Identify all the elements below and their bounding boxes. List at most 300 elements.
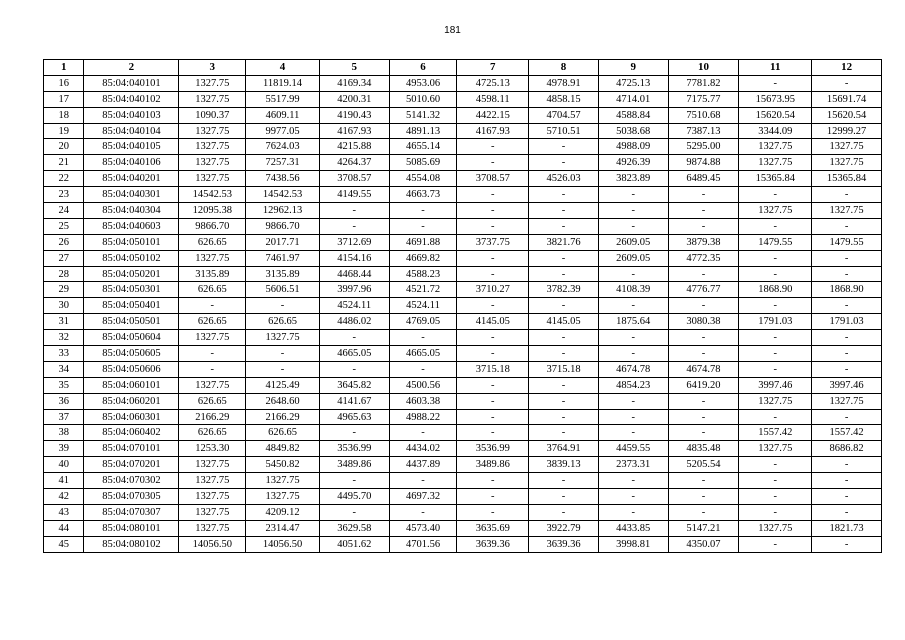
table-cell: 4674.78 (598, 361, 668, 377)
table-row (44, 393, 882, 409)
table-cell: - (739, 489, 812, 505)
table-cell: 4835.48 (668, 441, 739, 457)
table-cell: 4141.67 (319, 393, 389, 409)
table-cell: 4854.23 (598, 377, 668, 393)
table-cell: 4264.37 (319, 155, 389, 171)
table-cell: 29 (44, 282, 84, 298)
table-cell: 3737.75 (457, 234, 529, 250)
table-cell: 3997.96 (319, 282, 389, 298)
table-row (44, 187, 882, 203)
table-cell: 85:04:070302 (84, 473, 179, 489)
table-row (44, 203, 882, 219)
table-cell: - (529, 425, 599, 441)
column-header-6: 6 (389, 60, 457, 76)
table-cell: 4200.31 (319, 91, 389, 107)
table-cell: - (598, 187, 668, 203)
table-cell: 3708.57 (319, 171, 389, 187)
table-cell: 4169.34 (319, 75, 389, 91)
table-cell: 4674.78 (668, 361, 739, 377)
table-cell: 4588.84 (598, 107, 668, 123)
table-cell: 4433.85 (598, 520, 668, 536)
table-cell: 3715.18 (529, 361, 599, 377)
table-cell: 4145.05 (457, 314, 529, 330)
table-row (44, 330, 882, 346)
table-row (44, 425, 882, 441)
table-cell: 85:04:040105 (84, 139, 179, 155)
table-cell: 12962.13 (246, 203, 320, 219)
table-cell: 85:04:040106 (84, 155, 179, 171)
table-cell: 5085.69 (389, 155, 457, 171)
table-cell: 32 (44, 330, 84, 346)
table-cell: 11819.14 (246, 75, 320, 91)
table-cell: - (529, 218, 599, 234)
table-cell: 85:04:040101 (84, 75, 179, 91)
table-cell: 7781.82 (668, 75, 739, 91)
table-cell: - (668, 298, 739, 314)
table-cell: 9977.05 (246, 123, 320, 139)
table-cell: - (529, 377, 599, 393)
table-cell: - (739, 266, 812, 282)
table-cell: - (319, 425, 389, 441)
table-cell: - (179, 346, 246, 362)
table-cell: 40 (44, 457, 84, 473)
table-cell: - (739, 218, 812, 234)
table-cell: - (457, 377, 529, 393)
table-cell: 4167.93 (319, 123, 389, 139)
table-cell: - (246, 361, 320, 377)
table-cell: - (457, 473, 529, 489)
table-cell: - (812, 457, 882, 473)
table-cell: - (668, 203, 739, 219)
table-cell: - (812, 536, 882, 552)
table-cell: - (739, 346, 812, 362)
table-cell: - (598, 218, 668, 234)
table-cell: 85:04:040201 (84, 171, 179, 187)
table-cell: 5517.99 (246, 91, 320, 107)
table-cell: - (179, 298, 246, 314)
table-cell: 4725.13 (598, 75, 668, 91)
table-cell: - (319, 218, 389, 234)
table-cell: 85:04:040603 (84, 218, 179, 234)
table-cell: 85:04:040301 (84, 187, 179, 203)
table-cell: 3710.27 (457, 282, 529, 298)
table-cell: 15620.54 (812, 107, 882, 123)
table-cell: - (739, 473, 812, 489)
column-header-9: 9 (598, 60, 668, 76)
table-cell: - (529, 489, 599, 505)
table-cell: 7387.13 (668, 123, 739, 139)
table-cell: - (319, 330, 389, 346)
table-cell: 36 (44, 393, 84, 409)
table-cell: 7624.03 (246, 139, 320, 155)
table-cell: 3839.13 (529, 457, 599, 473)
table-cell: 4988.09 (598, 139, 668, 155)
table-cell: 626.65 (179, 393, 246, 409)
table-cell: 14056.50 (246, 536, 320, 552)
table-cell: 33 (44, 346, 84, 362)
table-cell: - (529, 393, 599, 409)
table-cell: 4891.13 (389, 123, 457, 139)
table-cell: 85:04:060201 (84, 393, 179, 409)
table-cell: - (457, 409, 529, 425)
table-cell: - (319, 361, 389, 377)
table-cell: 1327.75 (179, 123, 246, 139)
table-cell: 1327.75 (179, 171, 246, 187)
table-cell: 1479.55 (812, 234, 882, 250)
page-number: 181 (444, 25, 461, 36)
table-cell: 1327.75 (246, 330, 320, 346)
table-cell: - (812, 298, 882, 314)
table-cell: 626.65 (246, 425, 320, 441)
table-cell: 14056.50 (179, 536, 246, 552)
table-cell: 7510.68 (668, 107, 739, 123)
table-cell: 3489.86 (457, 457, 529, 473)
table-cell: 4849.82 (246, 441, 320, 457)
table-cell: 15691.74 (812, 91, 882, 107)
table-cell: 1557.42 (812, 425, 882, 441)
table-cell: 4701.56 (389, 536, 457, 552)
table-cell: 4714.01 (598, 91, 668, 107)
table-row (44, 409, 882, 425)
table-cell: - (457, 155, 529, 171)
table-cell: 20 (44, 139, 84, 155)
table-cell: 4350.07 (668, 536, 739, 552)
table-cell: 626.65 (179, 282, 246, 298)
table-cell: 9874.88 (668, 155, 739, 171)
table-cell: 4524.11 (389, 298, 457, 314)
table-cell: 3823.89 (598, 171, 668, 187)
table-cell: 85:04:050401 (84, 298, 179, 314)
table-cell: 39 (44, 441, 84, 457)
table-cell: - (739, 361, 812, 377)
table-cell: 626.65 (179, 234, 246, 250)
table-row (44, 504, 882, 520)
table-cell: 4108.39 (598, 282, 668, 298)
table-cell: - (389, 218, 457, 234)
table-cell: 1557.42 (739, 425, 812, 441)
table-row (44, 75, 882, 91)
table-cell: 85:04:050501 (84, 314, 179, 330)
table-cell: 1327.75 (812, 139, 882, 155)
table-cell: 9866.70 (179, 218, 246, 234)
column-header-8: 8 (529, 60, 599, 76)
table-cell: - (457, 298, 529, 314)
table-cell: 4725.13 (457, 75, 529, 91)
table-cell: - (812, 361, 882, 377)
table-cell: 85:04:040103 (84, 107, 179, 123)
table-row (44, 361, 882, 377)
table-cell: - (598, 393, 668, 409)
table-cell: 26 (44, 234, 84, 250)
table-cell: 1327.75 (179, 330, 246, 346)
table-cell: - (668, 218, 739, 234)
table-row (44, 377, 882, 393)
table-row (44, 473, 882, 489)
table-cell: 3922.79 (529, 520, 599, 536)
table-cell: 4500.56 (389, 377, 457, 393)
table-cell: - (598, 473, 668, 489)
table-cell: 4209.12 (246, 504, 320, 520)
table-cell: 16 (44, 75, 84, 91)
table-cell: 4988.22 (389, 409, 457, 425)
table-cell: 4125.49 (246, 377, 320, 393)
table-cell: 15673.95 (739, 91, 812, 107)
table-cell: 3821.76 (529, 234, 599, 250)
table-cell: - (457, 504, 529, 520)
table-cell: 85:04:050604 (84, 330, 179, 346)
table-cell: 4655.14 (389, 139, 457, 155)
table-cell: - (668, 393, 739, 409)
table-cell: 3536.99 (457, 441, 529, 457)
table-cell: 85:04:040104 (84, 123, 179, 139)
table-cell: 12095.38 (179, 203, 246, 219)
column-header-12: 12 (812, 60, 882, 76)
table-cell: 3080.38 (668, 314, 739, 330)
table-cell: 1327.75 (179, 504, 246, 520)
table-cell: 4154.16 (319, 250, 389, 266)
table-cell: 4769.05 (389, 314, 457, 330)
table-cell: 6419.20 (668, 377, 739, 393)
table-cell: 1090.37 (179, 107, 246, 123)
table-cell: 34 (44, 361, 84, 377)
table-cell: - (529, 155, 599, 171)
table-row (44, 536, 882, 552)
table-row (44, 520, 882, 536)
table-cell: 4459.55 (598, 441, 668, 457)
table-cell: 4468.44 (319, 266, 389, 282)
table-cell: - (739, 409, 812, 425)
table-cell: 1327.75 (739, 441, 812, 457)
table-cell: 7257.31 (246, 155, 320, 171)
table-cell: - (739, 75, 812, 91)
table-row (44, 91, 882, 107)
table-cell: 4953.06 (389, 75, 457, 91)
table-cell: - (529, 250, 599, 266)
table-row (44, 123, 882, 139)
table-cell: - (812, 266, 882, 282)
table-cell: 3135.89 (246, 266, 320, 282)
table-cell: 43 (44, 504, 84, 520)
table-cell: - (389, 504, 457, 520)
table-cell: 1327.75 (179, 377, 246, 393)
table-cell: 5710.51 (529, 123, 599, 139)
table-cell: - (668, 425, 739, 441)
table-cell: 7175.77 (668, 91, 739, 107)
table-cell: - (812, 489, 882, 505)
table-cell: 626.65 (179, 425, 246, 441)
table-cell: - (668, 346, 739, 362)
table-cell: - (457, 187, 529, 203)
table-cell: - (319, 203, 389, 219)
table-cell: - (529, 187, 599, 203)
table-cell: 1327.75 (179, 457, 246, 473)
table-cell: - (598, 489, 668, 505)
table-cell: - (529, 139, 599, 155)
table-cell: 5141.32 (389, 107, 457, 123)
table-body (44, 75, 882, 552)
table-cell: 1327.75 (812, 203, 882, 219)
table-cell: 1327.75 (739, 393, 812, 409)
table-cell: 626.65 (179, 314, 246, 330)
table-cell: 41 (44, 473, 84, 489)
column-header-7: 7 (457, 60, 529, 76)
table-cell: 85:04:040304 (84, 203, 179, 219)
column-header-1: 1 (44, 60, 84, 76)
table-cell: 4145.05 (529, 314, 599, 330)
table-cell: 1327.75 (179, 473, 246, 489)
table-cell: 4215.88 (319, 139, 389, 155)
table-cell: 4521.72 (389, 282, 457, 298)
table-cell: - (457, 266, 529, 282)
table-cell: - (529, 473, 599, 489)
table-cell: 4978.91 (529, 75, 599, 91)
table-row (44, 457, 882, 473)
table-cell: 4665.05 (389, 346, 457, 362)
table-row (44, 266, 882, 282)
table-cell: 1327.75 (179, 139, 246, 155)
table-cell: 1327.75 (812, 155, 882, 171)
table-cell: 1327.75 (179, 75, 246, 91)
data-table (43, 59, 882, 553)
table-cell: 85:04:080102 (84, 536, 179, 552)
table-cell: 45 (44, 536, 84, 552)
table-cell: 15365.84 (812, 171, 882, 187)
table-cell: - (529, 330, 599, 346)
table-cell: 2314.47 (246, 520, 320, 536)
table-cell: 3879.38 (668, 234, 739, 250)
table-cell: - (389, 473, 457, 489)
table-cell: 4665.05 (319, 346, 389, 362)
table-cell: - (457, 218, 529, 234)
table-cell: 4772.35 (668, 250, 739, 266)
table-cell: 3635.69 (457, 520, 529, 536)
table-cell: 1875.64 (598, 314, 668, 330)
table-cell: - (319, 473, 389, 489)
table-cell: 1868.90 (739, 282, 812, 298)
table-cell: 1868.90 (812, 282, 882, 298)
table-cell: 1327.75 (739, 203, 812, 219)
table-cell: 1327.75 (246, 489, 320, 505)
table-cell: - (598, 425, 668, 441)
table-cell: - (812, 187, 882, 203)
table-cell: 3764.91 (529, 441, 599, 457)
table-cell: 85:04:050102 (84, 250, 179, 266)
table-cell: - (812, 409, 882, 425)
table-cell: 6489.45 (668, 171, 739, 187)
table-cell: 5606.51 (246, 282, 320, 298)
table-cell: 85:04:070101 (84, 441, 179, 457)
table-cell: 4486.02 (319, 314, 389, 330)
table-cell: 85:04:070201 (84, 457, 179, 473)
table-cell: - (389, 425, 457, 441)
table-cell: 4776.77 (668, 282, 739, 298)
table-cell: - (668, 409, 739, 425)
table-row (44, 346, 882, 362)
table-cell: 1327.75 (739, 520, 812, 536)
table-cell: 1327.75 (739, 155, 812, 171)
table-cell: 1327.75 (812, 393, 882, 409)
table-cell: - (457, 346, 529, 362)
table-cell: 18 (44, 107, 84, 123)
table-cell: 2373.31 (598, 457, 668, 473)
table-row (44, 155, 882, 171)
table-cell: 2609.05 (598, 250, 668, 266)
table-cell: - (389, 330, 457, 346)
table-cell: 85:04:040102 (84, 91, 179, 107)
table-cell: - (246, 346, 320, 362)
table-cell: 3489.86 (319, 457, 389, 473)
table-cell: 42 (44, 489, 84, 505)
table-cell: 24 (44, 203, 84, 219)
table-cell: 4526.03 (529, 171, 599, 187)
table-cell: 3344.09 (739, 123, 812, 139)
table-row (44, 171, 882, 187)
table-cell: - (529, 298, 599, 314)
table-cell: 4704.57 (529, 107, 599, 123)
table-cell: - (457, 489, 529, 505)
table-cell: - (529, 504, 599, 520)
table-cell: - (812, 346, 882, 362)
table-cell: 30 (44, 298, 84, 314)
table-cell: - (457, 139, 529, 155)
table-cell: 5295.00 (668, 139, 739, 155)
table-cell: 85:04:060402 (84, 425, 179, 441)
table-cell: 5147.21 (668, 520, 739, 536)
table-cell: - (739, 457, 812, 473)
table-cell: 7461.97 (246, 250, 320, 266)
table-cell: 3536.99 (319, 441, 389, 457)
table-row (44, 298, 882, 314)
table-header-row (44, 60, 882, 76)
table-cell: 626.65 (246, 314, 320, 330)
table-cell: 3782.39 (529, 282, 599, 298)
table-cell: - (668, 266, 739, 282)
table-cell: 2017.71 (246, 234, 320, 250)
column-header-5: 5 (319, 60, 389, 76)
table-cell: - (457, 393, 529, 409)
table-cell: 4691.88 (389, 234, 457, 250)
column-header-11: 11 (739, 60, 812, 76)
table-cell: 1327.75 (739, 139, 812, 155)
table-cell: - (598, 346, 668, 362)
table-cell: 3629.58 (319, 520, 389, 536)
table-cell: 3998.81 (598, 536, 668, 552)
table-cell: - (739, 298, 812, 314)
column-header-2: 2 (84, 60, 179, 76)
table-cell: 15620.54 (739, 107, 812, 123)
table-cell: 17 (44, 91, 84, 107)
column-header-10: 10 (668, 60, 739, 76)
table-cell: 5450.82 (246, 457, 320, 473)
table-cell: 3639.36 (529, 536, 599, 552)
table-cell: 38 (44, 425, 84, 441)
table-cell: 4437.89 (389, 457, 457, 473)
table-cell: 1327.75 (179, 250, 246, 266)
table-cell: - (529, 203, 599, 219)
table-cell: 3639.36 (457, 536, 529, 552)
table-cell: 1327.75 (179, 489, 246, 505)
table-cell: 4588.23 (389, 266, 457, 282)
table-cell: 5010.60 (389, 91, 457, 107)
table-cell: - (812, 75, 882, 91)
table-cell: 3135.89 (179, 266, 246, 282)
table-cell: 3715.18 (457, 361, 529, 377)
table-cell: - (598, 504, 668, 520)
table-cell: - (739, 187, 812, 203)
table-cell: 85:04:070305 (84, 489, 179, 505)
table-cell: 1791.03 (739, 314, 812, 330)
table-cell: 85:04:050201 (84, 266, 179, 282)
